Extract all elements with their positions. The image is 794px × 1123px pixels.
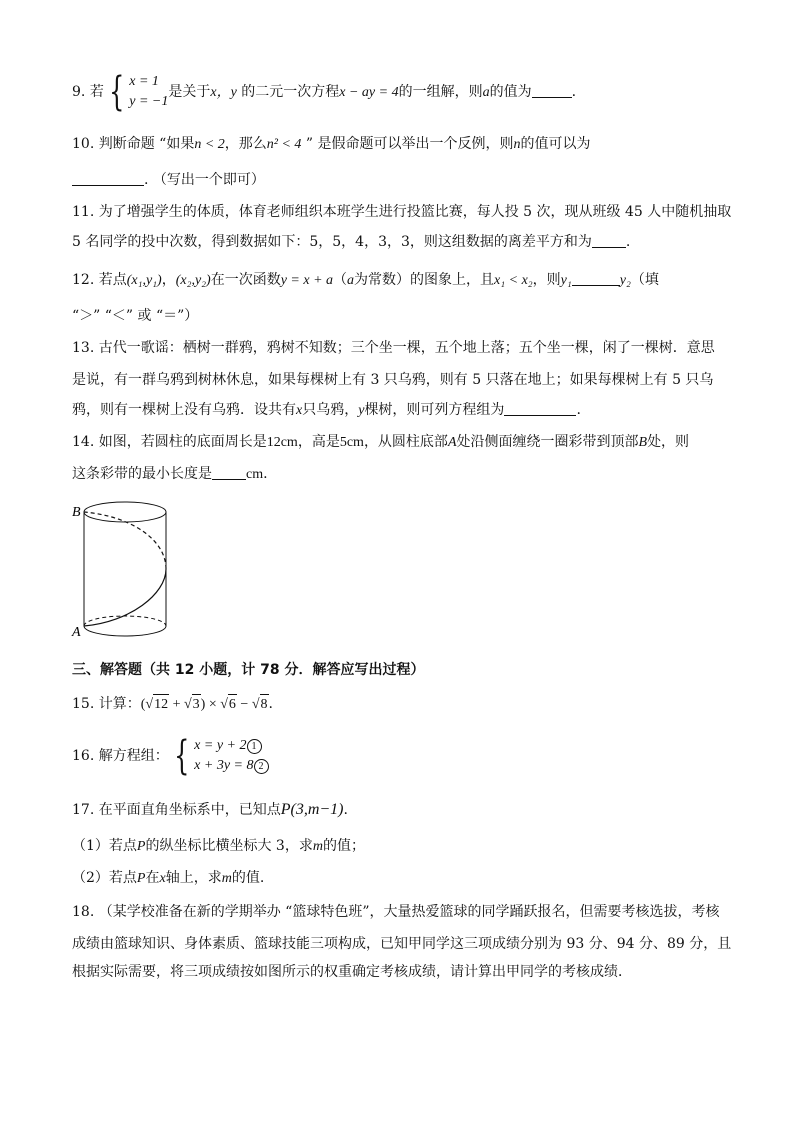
q9-var-a: a [482,85,490,100]
q17-p2-text1: （2）若点 [72,870,137,886]
q12-text5: （填 [630,272,659,288]
brace-icon: { [108,69,125,115]
q17-text1: 17. 在平面直角坐标系中，已知点 [72,802,281,818]
q14-circumference: 12cm [266,435,298,450]
question-13-line1 [72,338,715,358]
q13-var-y: y [358,403,365,418]
q15-radicand-2: 3 [192,694,201,715]
question-17-part1 [72,836,365,857]
q9-text4: 的一组解，则 [398,84,483,100]
question-18-line2 [72,934,731,954]
q12-point2: (x₂,y₂) [175,273,211,288]
q14-height: 5cm [339,435,364,450]
q17-p2-text4: 的值. [231,870,265,886]
q11-text1: 11. 为了增强学生的体质，体育老师组织本班学生进行投篮比赛，每人投 5 次，现从班级 45 人中随机抽取 [72,204,732,220]
q10-cond: n < 2 [194,137,225,152]
q17-p1-var: P [136,839,146,854]
q12-cond: x₁ < x₂ [494,273,533,288]
q12-function: y = x + a [280,273,334,288]
q9-text3: 的二元一次方程 [236,84,340,100]
q14-end: . [263,466,268,482]
q9-equation: x − ay = 4 [339,85,399,100]
q17-p1-text2: 的纵坐标比横坐标大 3，求 [145,838,313,854]
q17-p1-var-m: m [312,839,323,854]
cylinder-bottom-front [84,626,166,636]
q17-point-p: P(3,m−1) [280,801,344,818]
q12-text4: ，则 [532,272,561,288]
q14-point-b: B [638,435,648,450]
q17-p2-text2: 在 [145,870,160,886]
question-17-part2 [72,868,264,889]
q17-p1-text1: （1）若点 [72,838,137,854]
q9-text5: 的值为 [489,84,532,100]
q12-text6: “＞” “＜” 或 “＝”） [72,308,199,324]
q17-end: . [343,802,348,818]
q9-text2: 是关于 [168,84,211,100]
q12-var-a: a [347,273,355,288]
q15-number: 15. 计算： [72,696,141,712]
question-15 [72,694,273,715]
section-3-heading: 三、解答题（共 12 小题，计 78 分．解答应写出过程） [72,662,425,678]
q14-text1: 14. 如图，若圆柱的底面周长是 [72,434,267,450]
q18-text2: 成绩由篮球知识、身体素质、篮球技能三项构成，已知甲同学这三项成绩分别为 93 分、94 分、89 分，且 [72,936,732,952]
q10-cond2: n² < 4 [266,137,302,152]
q14-point-a: A [447,435,457,450]
q9-tail: . [571,84,577,100]
question-13-line2 [72,370,713,390]
answer-blank [532,83,572,98]
q16-eq2: x + 3y = 8 [194,758,254,773]
cylinder-figure [70,494,180,644]
question-9 [72,69,577,115]
question-13-line3 [72,400,581,421]
q10-text5: . （写出一个即可） [144,172,265,188]
q16-system [194,736,268,776]
circled-1-icon: 1 [247,739,262,754]
q9-number: 9. [72,84,90,100]
q10-number: 10. [72,136,99,152]
q14-text3: ，从圆柱底部 [363,434,448,450]
ribbon-front [84,569,166,626]
q9-eq1: x = 1 [129,74,159,89]
q9-eq2: y = −1 [129,94,169,109]
q12-sep: ， [161,272,176,288]
label-a: A [72,625,81,640]
question-17-line1 [72,800,348,820]
q12-y1: y₁ [560,273,572,288]
q14-text2: ，高是 [297,434,340,450]
circled-2-icon: 2 [254,759,269,774]
q17-p2-text3: 轴上，求 [165,870,222,886]
q12-point1: (x₁,y₁) [126,273,162,288]
q18-text3: 根据实际需要，将三项成绩按如图所示的权重确定考核成绩，请计算出甲同学的考核成绩． [72,964,632,980]
q18-text1: 18. （某学校准备在新的学期举办 “篮球特色班”，大量热爱篮球的同学踊跃报名，但需要考核选拔，考核 [72,904,720,920]
question-10-line2 [72,170,265,190]
q17-p2-var: P [136,871,146,886]
q15-radicand-1: 12 [153,694,169,715]
q13-text1: 13. 古代一歌谣：栖树一群鸦，鸦树不知数；三个坐一棵，五个地上落；五个坐一棵，闲了一棵树．意思 [72,340,715,356]
question-12-line2 [72,306,198,326]
answer-blank [572,271,620,286]
q14-text6: 这条彩带的最小长度是 [72,466,212,482]
answer-blank [212,465,246,480]
q10-text: 判断命题 “如果 [98,136,195,152]
q13-var-x: x [296,403,303,418]
q12-number: 12. 若点 [72,272,127,288]
question-12-line1 [72,270,659,291]
q10-text3: ” 是假命题可以举出一个反例，则 [301,136,514,152]
answer-blank [72,171,144,186]
q9-vars: x，y [210,85,237,100]
question-10-line1 [72,134,591,155]
question-18-line1 [72,902,719,922]
q12-text: 在一次函数 [210,272,281,288]
q17-p2-var-m: m [221,871,232,886]
q12-text3: 为常数）的图象上，且 [354,272,495,288]
label-b: B [72,505,81,520]
q10-text4: 的值可以为 [520,136,591,152]
q9-system [129,72,168,112]
question-14-line2 [72,464,268,485]
ribbon-back [84,512,166,569]
question-11-line2 [72,232,630,252]
question-14-line1 [72,432,689,453]
q15-radicand-3: 6 [228,694,237,715]
answer-blank [504,401,576,416]
question-11-line1 [72,202,731,222]
question-18-line3 [72,962,632,982]
q14-text5: 处，则 [647,434,690,450]
q10-text2: ，那么 [224,136,267,152]
q13-text2: 是说，有一群乌鸦到树林休息，如果每棵树上有 3 只乌鸦，则有 5 只落在地上；如果每棵树上有 5 只乌 [72,372,714,388]
q10-var-n: n [513,137,521,152]
q15-expression: (√12 + √3) × √6 − √8 [141,697,269,712]
q9-text: 若 [89,84,104,100]
q15-end: . [268,696,273,712]
q11-text2: 5 名同学的投中次数，得到数据如下：5，5，4，3，3，则这组数据的离差平方和为 [72,234,592,250]
q13-end: . [576,402,581,418]
q14-unit: cm [246,467,264,482]
q16-eq1: x = y + 2 [194,738,247,753]
q17-p1-text3: 的值； [322,838,365,854]
q11-end: . [625,234,631,250]
q14-text4: 处沿侧面缠绕一圈彩带到顶部 [456,434,639,450]
q17-p2-var-x: x [159,871,166,886]
q16-number: 16. 解方程组： [72,748,169,764]
question-16 [72,733,269,779]
q13-text4: 只乌鸦， [302,402,359,418]
q12-y2: y₂ [619,273,631,288]
answer-blank [592,233,626,248]
brace-icon: { [173,733,190,779]
q15-radicand-4: 8 [260,694,269,715]
q12-text2: （ [333,272,348,288]
cylinder-top-ellipse [84,502,166,522]
q13-text3: 鸦，则有一棵树上没有乌鸦．设共有 [72,402,296,418]
q13-text5: 棵树，则可列方程组为 [364,402,505,418]
